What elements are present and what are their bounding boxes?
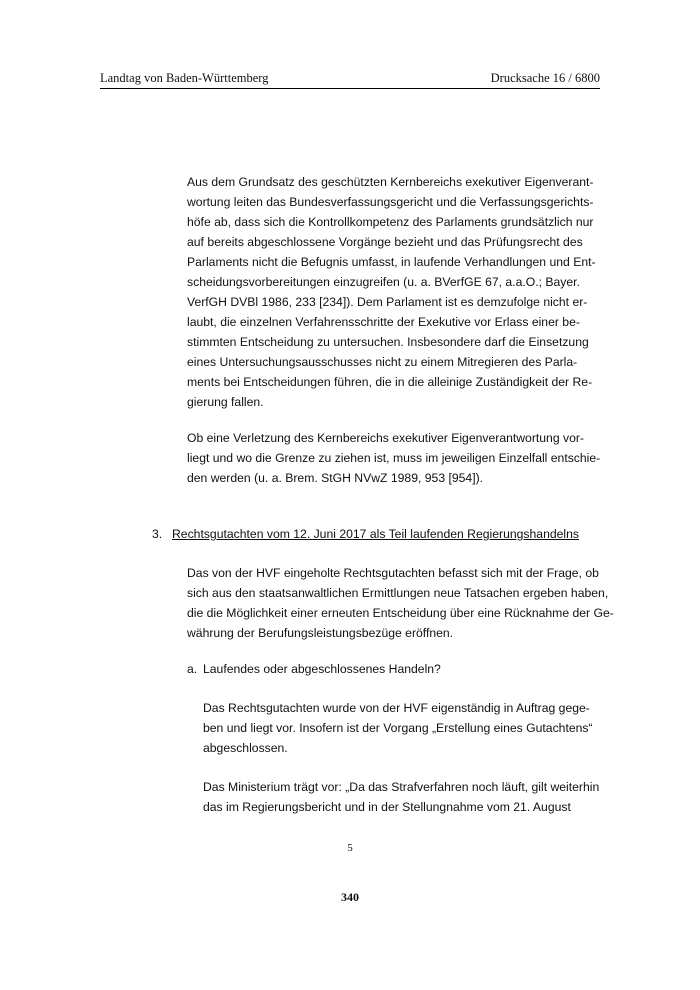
text-line: das im Regierungsbericht und in der Stellungnahme vom 21. August	[203, 800, 571, 814]
text-line: eines Untersuchungsausschusses nicht zu einem Mitregieren des Parla-	[187, 355, 578, 369]
subsection-title: Laufendes oder abgeschlossenes Handeln?	[203, 662, 441, 676]
page-number: 5	[347, 842, 353, 854]
text-line: wortung leiten das Bundesverfassungsgericht und die Verfassungsgerichts-	[187, 195, 594, 209]
paragraph-verletzung	[187, 428, 601, 488]
document-page-number: 340	[341, 890, 359, 904]
paragraph-rechtsgutachten	[187, 563, 614, 643]
text-line: abgeschlossen.	[203, 741, 288, 755]
text-line: Das Rechtsgutachten wurde von der HVF eigenständig in Auftrag gege-	[203, 701, 590, 715]
text-line: währung der Berufungsleistungsbezüge eröffnen.	[187, 626, 454, 640]
text-line: Ob eine Verletzung des Kernbereichs exekutiver Eigenverantwortung vor-	[187, 431, 584, 445]
text-line: Aus dem Grundsatz des geschützten Kernbereichs exekutiver Eigenverant-	[187, 175, 594, 189]
text-line: gierung fallen.	[187, 395, 264, 409]
text-line: auf bereits abgeschlossene Vorgänge bezieht und das Prüfungsrecht des	[187, 235, 583, 249]
text-line: Parlaments nicht die Befugnis umfasst, in laufende Verhandlungen und Ent-	[187, 255, 596, 269]
section-number: 3.	[152, 527, 163, 541]
text-line: VerfGH DVBl 1986, 233 [234]). Dem Parlament ist es demzufolge nicht er-	[187, 295, 588, 309]
text-line: liegt und wo die Grenze zu ziehen ist, muss im jeweiligen Einzelfall entschie-	[187, 451, 601, 465]
text-line: die die Möglichkeit einer erneuten Entscheidung über eine Rücknahme der Ge-	[187, 606, 614, 620]
subsection-letter: a.	[187, 662, 198, 676]
text-line: sich aus den staatsanwaltlichen Ermittlungen neue Tatsachen ergeben haben,	[187, 586, 609, 600]
text-line: ben und liegt vor. Insofern ist der Vorgang „Erstellung eines Gutachtens“	[203, 721, 593, 735]
text-line: Das Ministerium trägt vor: „Da das Strafverfahren noch läuft, gilt weiterhin	[203, 780, 600, 794]
text-line: scheidungsvorbereitungen einzugreifen (u. a. BVerfGE 67, a.a.O.; Bayer.	[187, 275, 580, 289]
text-line: den werden (u. a. Brem. StGH NVwZ 1989, 953 [954]).	[187, 471, 484, 485]
section-title: Rechtsgutachten vom 12. Juni 2017 als Teil laufenden Regierungshandelns	[172, 527, 579, 541]
paragraph-kernbereich	[187, 172, 596, 412]
text-line: höfe ab, dass sich die Kontrollkompetenz des Parlaments grundsätzlich nur	[187, 215, 594, 229]
text-line: Das von der HVF eingeholte Rechtsgutachten befasst sich mit der Frage, ob	[187, 566, 599, 580]
page-header	[100, 70, 600, 89]
text-line: laubt, die einzelnen Verfahrensschritte der Exekutive vor Erlass einer be-	[187, 315, 580, 329]
text-line: stimmten Entscheidung zu untersuchen. Insbesondere darf die Einsetzung	[187, 335, 589, 349]
paragraph-ministerium	[203, 777, 600, 817]
paragraph-gutachten-vorliegend	[203, 698, 593, 758]
header-parliament: Landtag von Baden-Württemberg	[100, 71, 269, 85]
text-line: ments bei Entscheidungen führen, die in die alleinige Zuständigkeit der Re-	[187, 375, 593, 389]
header-document-id: Drucksache 16 / 6800	[490, 71, 600, 85]
